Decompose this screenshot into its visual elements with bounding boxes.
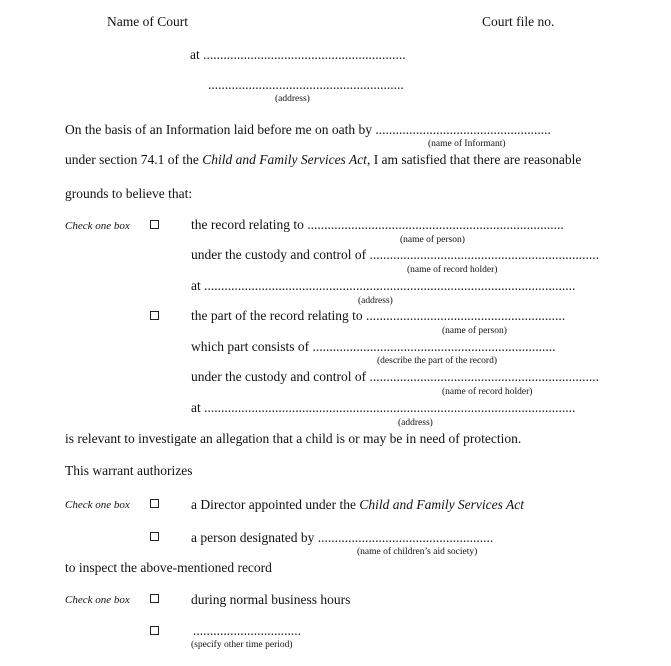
record-person-line[interactable]: the record relating to ............................................................................ <box>191 217 564 232</box>
other-time-caption: (specify other time period) <box>191 640 293 650</box>
part-holder-line[interactable]: under the custody and control of .................................................................... <box>191 369 599 384</box>
informant-line[interactable]: On the basis of an Information laid before me on oath by .................................................... <box>65 122 551 137</box>
name-of-court-label: Name of Court <box>107 14 188 29</box>
director-checkbox[interactable] <box>150 499 159 508</box>
part-address-line[interactable]: at .............................................................................................................. <box>191 400 576 415</box>
other-time-checkbox[interactable] <box>150 626 159 635</box>
act-title: Child and Family Services Act <box>202 152 367 167</box>
record-holder-line[interactable]: under the custody and control of .................................................................... <box>191 247 599 262</box>
record-address-line[interactable]: at .............................................................................................................. <box>191 278 576 293</box>
grounds-line: grounds to believe that: <box>65 186 193 201</box>
part-holder-caption: (name of record holder) <box>442 387 533 397</box>
check-one-box-label-2: Check one box <box>65 499 130 511</box>
part-record-checkbox[interactable] <box>150 311 159 320</box>
designated-checkbox[interactable] <box>150 532 159 541</box>
part-consists-caption: (describe the part of the record) <box>377 356 498 366</box>
director-option: a Director appointed under the Child and Family Services Act <box>191 497 525 512</box>
court-address-caption: (address) <box>275 94 310 104</box>
act-title: Child and Family Services Act <box>359 497 525 512</box>
other-time-line[interactable]: ................................ <box>193 623 301 638</box>
informant-caption: (name of Informant) <box>428 139 506 149</box>
business-hours-checkbox[interactable] <box>150 594 159 603</box>
part-consists-line[interactable]: which part consists of ........................................................................ <box>191 339 556 354</box>
part-person-line[interactable]: the part of the record relating to ........................................................... <box>191 308 566 323</box>
authorizes-line: This warrant authorizes <box>65 463 193 478</box>
business-hours-option: during normal business hours <box>191 592 351 607</box>
part-address-caption: (address) <box>398 418 433 428</box>
check-one-box-label: Check one box <box>65 220 130 232</box>
check-one-box-label-3: Check one box <box>65 594 130 606</box>
relevance-line: is relevant to investigate an allegation that a child is or may be in need of protection. <box>65 431 522 446</box>
part-person-caption: (name of person) <box>442 326 507 336</box>
record-person-caption: (name of person) <box>400 235 465 245</box>
record-holder-caption: (name of record holder) <box>407 265 498 275</box>
statute-line: under section 74.1 of the Child and Family Services Act, I am satisfied that there are reasonable <box>65 152 582 167</box>
court-file-no-label: Court file no. <box>482 14 555 29</box>
record-address-caption: (address) <box>358 296 393 306</box>
court-address-line[interactable]: .......................................................... <box>208 77 404 92</box>
designated-caption: (name of children’s aid society) <box>357 547 478 557</box>
designated-line[interactable]: a person designated by .................................................... <box>191 530 494 545</box>
inspect-line: to inspect the above-mentioned record <box>65 560 272 575</box>
record-checkbox[interactable] <box>150 220 159 229</box>
court-at-line[interactable]: at ............................................................ <box>190 47 406 62</box>
